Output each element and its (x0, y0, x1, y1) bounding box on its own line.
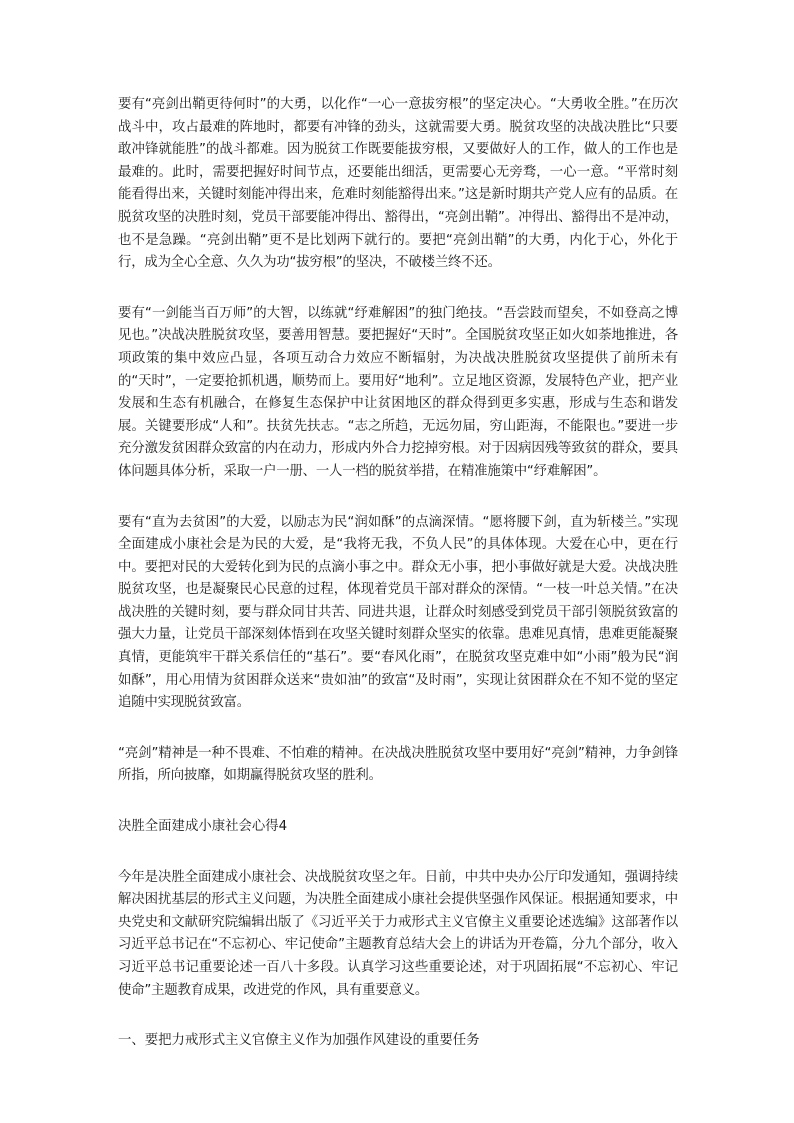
paragraph-spirit: “亮剑”精神是一种不畏难、不怕难的精神。在决战决胜脱贫攻坚中要用好“亮剑”精神，力争剑锋所指，所向披靡，如期赢得脱贫攻坚的胜利。 (118, 745, 678, 784)
paragraph-wisdom: 要有“一剑能当百万师”的大智，以练就“纾难解困”的独门绝技。“吾尝跂而望矣，不如登高之博见也。”决战决胜脱贫攻坚，要善用智慧。要把握好“天时”。全国脱贫攻坚正如火如荼地推进，各项政策的集中效应凸显，各项互动合力效应不断辐射，为决战决胜脱贫攻坚提供了前所未有的“天时”，一定要抢抓机遇，顺势而上。要用好“地利”。立足地区资源，发展特色产业，把产业发展和生态有机融合，在修复生态保护中让贫困地区的群众得到更多实惠，形成与生态和谐发展。关键要形成“人和”。扶贫先扶志。“志之所趋，无远勿届，穷山距海，不能限也。”要进一步充分激发贫困群众致富的内在动力，形成内外合力挖掉穷根。对于因病因残等致贫的群众，要具体问题具体分析，采取一户一册、一人一档的脱贫举措，在精准施策中“纾难解困”。 (118, 305, 678, 479)
paragraph-courage: 要有“亮剑出鞘更待何时”的大勇，以化作“一心一意拔穷根”的坚定决心。“大勇收全胜。”在历次战斗中，攻占最难的阵地时，都要有冲锋的劲头，这就需要大勇。脱贫攻坚的决战决胜比“只要敢冲锋就能胜”的战斗都难。因为脱贫工作既要能拔穷根，又要做好人的工作，做人的工作也是最难的。此时，需要把握好时间节点，还要能出细活，更需要心无旁骛，一心一意。“平常时刻能看得出来，关键时刻能冲得出来，危难时刻能豁得出来。”这是新时期共产党人应有的品质。在脱贫攻坚的决胜时刻，党员干部要能冲得出、豁得出，“亮剑出鞘”。冲得出、豁得出不是冲动，也不是急躁。“亮剑出鞘”更不是比划两下就行的。要把“亮剑出鞘”的大勇，内化于心，外化于行，成为全心全意、久久为功“拔穷根”的坚决，不破楼兰终不还。 (118, 97, 678, 271)
paragraph-love: 要有“直为去贫困”的大爱，以励志为民“润如酥”的点滴深情。“愿将腰下剑，直为斩楼兰。”实现全面建成小康社会是为民的大爱，是“我将无我，不负人民”的具体体现。大爱在心中，更在行中。要把对民的大爱转化到为民的点滴小事之中。群众无小事，把小事做好就是大爱。决战决胜脱贫攻坚，也是凝聚民心民意的过程，体现着党员干部对群众的深情。“一枝一叶总关情。”在决战决胜的关键时刻，要与群众同甘共苦、同进共退，让群众时刻感受到党员干部引领脱贫致富的强大力量，让党员干部深刻体悟到在攻坚关键时刻群众坚实的依靠。患难见真情，患难更能凝聚真情，更能筑牢干群关系信任的“基石”。要“春风化雨”，在脱贫攻坚克难中如“小雨”般为民“润如酥”，用心用情为贫困群众送来“贵如油”的致富“及时雨”，实现让贫困群众在不知不觉的坚定追随中实现脱贫致富。 (118, 514, 678, 711)
document-page (118, 94, 678, 1081)
section-title: 决胜全面建成小康社会心得4 (118, 819, 288, 835)
subheading: 一、要把力戒形式主义官僚主义作为加强作风建设的重要任务 (118, 1033, 480, 1049)
paragraph-intro: 今年是决胜全面建成小康社会、决战脱贫攻坚之年。日前，中共中央办公厅印发通知，强调持续解决困扰基层的形式主义问题，为决胜全面建成小康社会提供坚强作风保证。根据通知要求，中央党史和文献研究院编辑出版了《习近平关于力戒形式主义官僚主义重要论述选编》这部著作以习近平总书记在“不忘初心、牢记使命”主题教育总结大会上的讲话为开卷篇，分九个部分，收入习近平总书记重要论述一百八十多段。认真学习这些重要论述，对于巩固拓展“不忘初心、牢记使命”主题教育成果，改进党的作风，具有重要意义。 (118, 869, 678, 998)
